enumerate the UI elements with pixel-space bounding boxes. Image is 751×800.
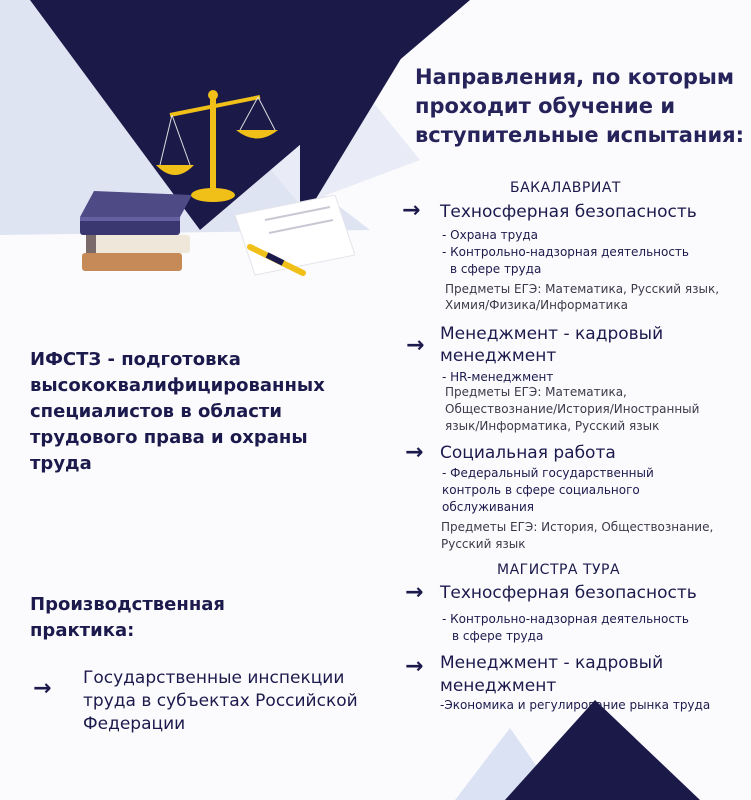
program-subjects: язык/Информатика, Русский язык bbox=[445, 419, 660, 433]
program-bullet: в сфере труда bbox=[450, 262, 542, 276]
master-label: МАГИСТРА ТУРА bbox=[497, 562, 621, 578]
program-title: Социальная работа bbox=[440, 443, 616, 463]
program-title: Техносферная безопасность bbox=[440, 583, 697, 603]
program-bullet: - Охрана труда bbox=[442, 228, 539, 242]
program-subjects: Предметы ЕГЭ: Математика, bbox=[445, 385, 627, 399]
arrow-icon: → bbox=[405, 440, 424, 465]
program-bullet: - HR-менеджмент bbox=[442, 370, 554, 384]
program-subjects: Обществознание/История/Иностранный bbox=[445, 402, 700, 416]
navy-triangle-bottom bbox=[505, 700, 700, 800]
program-bullet: - Контрольно-надзорная деятельность bbox=[442, 612, 689, 626]
program-bullet: - Контрольно-надзорная деятельность bbox=[442, 245, 689, 259]
programs-heading: Направления, по которым проходит обучение и вступительные испытания: bbox=[415, 65, 745, 147]
program-subjects: Русский язык bbox=[441, 537, 526, 551]
practice-item: Государственные инспекции труда в субъектах Российской Федерации bbox=[83, 668, 358, 734]
program-bullet: обслуживания bbox=[442, 500, 535, 514]
arrow-icon: → bbox=[33, 676, 52, 701]
arrow-icon: → bbox=[402, 198, 421, 223]
program-bullet: -Экономика и регулирование рынка труда bbox=[440, 698, 711, 712]
bachelor-label: БАКАЛАВРИАТ bbox=[510, 180, 621, 196]
arrow-icon: → bbox=[405, 654, 424, 679]
program-title: менеджмент bbox=[440, 676, 557, 696]
program-title: Менеджмент - кадровый bbox=[440, 653, 664, 673]
institute-intro: ИФСТЗ - подготовка высококвалифицированных специалистов в области трудового права и охраны труда bbox=[30, 349, 325, 474]
program-title: Менеджмент - кадровый bbox=[440, 324, 664, 344]
program-subjects: Химия/Физика/Информатика bbox=[445, 298, 628, 312]
document-pen-illustration bbox=[205, 195, 355, 290]
program-bullet: контроль в сфере социального bbox=[442, 483, 640, 497]
program-bullet: - Федеральный государственный bbox=[442, 466, 654, 480]
program-title: менеджмент bbox=[440, 346, 557, 366]
program-subjects: Предметы ЕГЭ: Математика, Русский язык, bbox=[445, 282, 720, 296]
program-title: Техносферная безопасность bbox=[440, 202, 697, 222]
program-bullet: в сфере труда bbox=[452, 629, 544, 643]
program-subjects: Предметы ЕГЭ: История, Обществознание, bbox=[441, 520, 714, 534]
arrow-icon: → bbox=[406, 333, 425, 358]
practice-heading: Производственная практика: bbox=[30, 594, 225, 641]
arrow-icon: → bbox=[405, 580, 424, 605]
